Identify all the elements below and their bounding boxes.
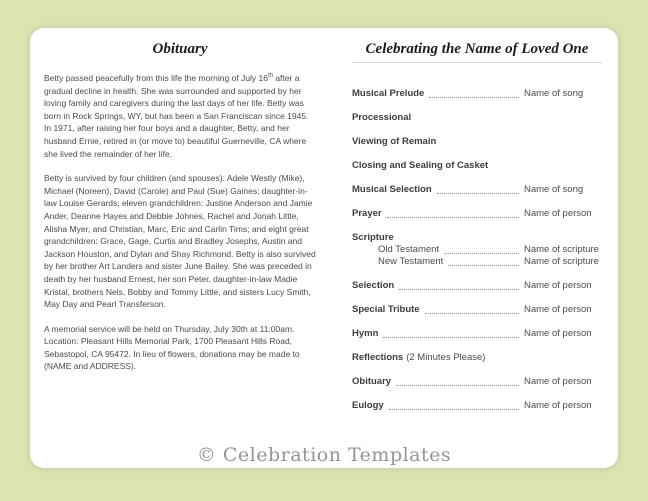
program-row-musical-prelude <box>352 88 602 100</box>
program-row-scripture <box>352 232 602 244</box>
program-subrow-old-testament <box>352 244 602 256</box>
program-row-value: Name of person <box>524 208 592 219</box>
service-title: Celebrating the Name of Loved One <box>352 40 602 63</box>
program-row-value: Name of person <box>524 376 592 387</box>
dotted-leader <box>387 217 519 218</box>
program-row-viewing-of-remain <box>352 136 602 148</box>
program-row-value: Name of person <box>524 304 592 315</box>
dotted-leader <box>399 289 519 290</box>
program-subrow-new-testament <box>352 256 602 268</box>
obituary-paragraph-1-rest: after a gradual decline in health. She was surrounded and supported by her loving family and caregivers during the last days of her life. Betty was born in Rock Springs, WY, but has been a San Franciscan since 1945. In 1971, after raising her four boys and a daughter, Betty, and her husband Ernie, retired in (or move to) beautiful Guerneville, CA where she lived the remainder of her life. <box>44 73 309 159</box>
program-row-hymn <box>352 328 602 340</box>
program-row-suffix: (2 Minutes Please) <box>406 352 486 363</box>
program-row-label: Selection <box>352 280 395 291</box>
dotted-leader <box>425 313 519 314</box>
program-subrow-value: Name of scripture <box>524 244 599 255</box>
program-row-selection <box>352 280 602 292</box>
program-row-label: Scripture <box>352 232 394 243</box>
program-subrow-value: Name of scripture <box>524 256 599 267</box>
program-row-value: Name of song <box>524 88 584 99</box>
dotted-leader <box>383 337 519 338</box>
obituary-title: Obituary <box>152 41 208 57</box>
obituary-paragraph-3: A memorial service will be held on Thursday, July 30th at 11:00am. Location: Pleasant Hills Memorial Park, 1700 Pleasant Hills Road, Sebastopol, CA 95472. In lieu of flowers, donations may be made to (NAME and ADDRESS). <box>44 323 300 372</box>
program-subrow-label: Old Testament <box>378 244 440 255</box>
program-row-label: Eulogy <box>352 400 384 411</box>
program-row-label: Hymn <box>352 328 379 339</box>
obituary-paragraph-2: Betty is survived by four children (and spouses): Adele Westly (Mike), Michael (Noreen), David (Carole) and Paul (Sue) Gaines; daughter-in-law Louise Gerards; eleven grandchildren: Justine Anderson and Jamie Ander, Deanne Hayes and Debbie Johnes, Rachel and Jonah Little, Alisha Myer, and Christian, Marc, Eric and Carlin Tims; and eight great grandchildren: Grace, Gage, Curtis and Bradley Josephs, Austin and Jackson Houston, and Dylan and Shay Richmond. Betty is also survived by her brother Art Landers and sister June Bailey. She was preceded in death by her husband Ernest, her son Peter, daughter-in-law Madie Kristal, brothers Nels, Bobby and Tommy Little, and sisters Lucy Smith, May Day and Pearl Transferson. <box>44 173 316 310</box>
scripture-subrows <box>352 244 602 268</box>
program-row-label: Reflections <box>352 352 404 363</box>
order-of-service-column <box>352 40 602 424</box>
program-row-label: Musical Prelude <box>352 88 425 99</box>
program-row-reflections <box>352 352 602 364</box>
dotted-leader <box>437 193 519 194</box>
program-row-prayer <box>352 208 602 220</box>
ordinal-superscript: th <box>267 73 273 80</box>
program-row-label: Prayer <box>352 208 382 219</box>
program-row-value: Name of person <box>524 400 592 411</box>
dotted-leader <box>448 265 519 266</box>
program-page <box>30 28 618 468</box>
dotted-leader <box>429 97 519 98</box>
program-row-musical-selection <box>352 184 602 196</box>
watermark: © Celebration Templates <box>196 444 452 466</box>
dotted-leader <box>389 409 519 410</box>
program-row-special-tribute <box>352 304 602 316</box>
program-row-label: Viewing of Remain <box>352 136 437 147</box>
program-row-label: Obituary <box>352 376 392 387</box>
program-row-label: Closing and Sealing of Casket <box>352 160 489 171</box>
obituary-column <box>44 40 316 385</box>
dotted-leader <box>396 385 519 386</box>
dotted-leader <box>444 253 519 254</box>
obituary-paragraph-1-text: Betty passed peacefully from this life the morning of July 16 <box>44 73 268 83</box>
obituary-paragraph-1 <box>44 72 316 160</box>
program-row-obituary <box>352 376 602 388</box>
program-row-eulogy <box>352 400 602 412</box>
program-row-label: Processional <box>352 112 412 123</box>
program-row-value: Name of song <box>524 184 584 195</box>
program-row-value: Name of person <box>524 280 592 291</box>
program-row-closing-casket <box>352 160 602 172</box>
program-row-label: Musical Selection <box>352 184 432 195</box>
program-subrow-label: New Testament <box>378 256 444 267</box>
program-row-value: Name of person <box>524 328 592 339</box>
program-row-label: Special Tribute <box>352 304 420 315</box>
program-row-processional <box>352 112 602 124</box>
